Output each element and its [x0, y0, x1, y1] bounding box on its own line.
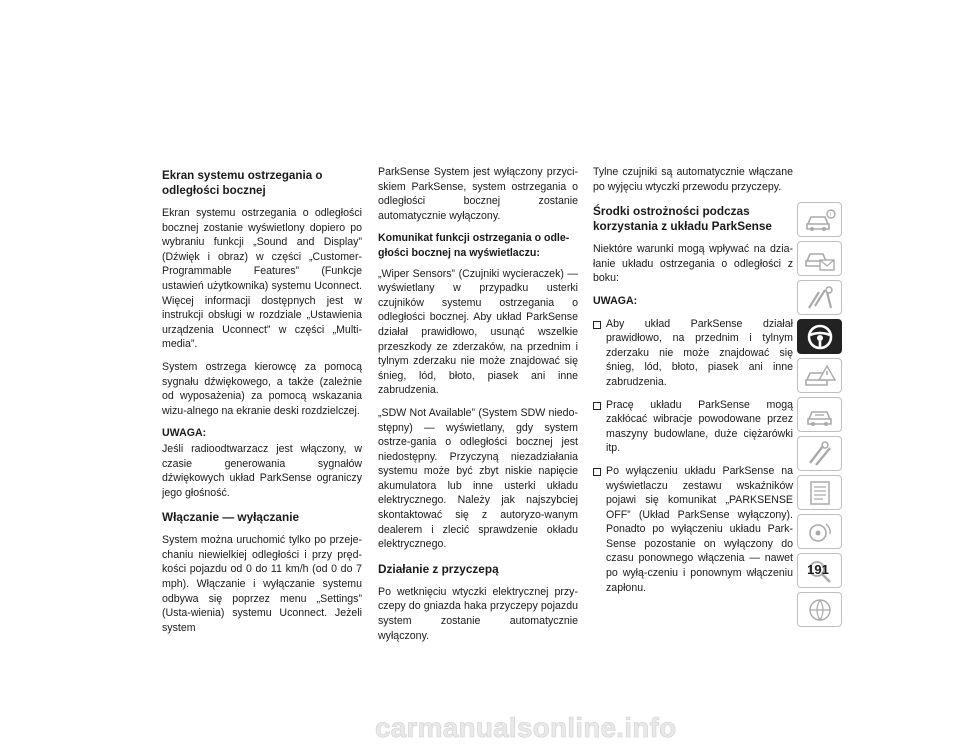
bullet-item	[593, 398, 793, 456]
note-label: UWAGA:	[162, 427, 207, 440]
tab-specifications[interactable]	[797, 475, 842, 510]
bullet-text: Pracę układu ParkSense mogą zakłócać wibracje powodowane przez maszyny budowlane, duże ciężarówki itp.	[606, 398, 793, 455]
left-column	[162, 168, 362, 643]
bullet-item	[593, 464, 793, 595]
tab-car-crash[interactable]	[797, 397, 842, 432]
bullet-square-icon	[593, 468, 601, 476]
language-index-icon	[803, 596, 837, 624]
tab-car-warning[interactable]	[797, 358, 842, 393]
paragraph: „Wiper Sensors” (Czujniki wycieraczek) — wyświetlany w przypadku usterki czujników systemu ostrzegania o odległości bocznej. Aby układ ParkSense działał prawidłowo, usunąć wszelkie przeszkody ze zderzaków, na przednim i tylnym zderzaku nie może znajdować się śnieg, lód, błoto, piasek ani inne zabrudzenia.	[378, 267, 578, 397]
right-column	[593, 165, 793, 603]
car-mail-icon	[803, 245, 837, 273]
paragraph: „SDW Not Available” (System SDW niedo-stępny) — wyświetlany, gdy system ostrze-gania o odległości bocznej jest niedostępny. Przyczyną niezadziałania systemu może być zbyt niskie napięcie akumulatora lub inne usterki układu elektrycznego. Należy jak najszybciej skontaktować się z autoryzo-wanym dealerem i zlecić sprawdzenie okładu elektrycznego.	[378, 406, 578, 551]
paragraph: System ostrzega kierowcę za pomocą sygnału dźwiękowego, a także (zależnie od wyposażenia) za pomocą wskazania wizu-alnego na ekranie deski rozdzielczej.	[162, 360, 362, 417]
steering-wheel-icon	[803, 323, 837, 351]
paragraph: Ekran systemu ostrzegania o odległości bocznej zostanie wyświetlony dopiero po wybraniu funkcji „Sound and Display” (Dźwięk i obraz) w części „Customer-Programmable Features” (Funkcje ustawień użytkownika) systemu Uconnect. Więcej informacji dostępnych jest w instrukcji obsługi w rozdziale „Ustawienia urządzenia Uconnect” w części „Multi-media”.	[162, 207, 362, 351]
multimedia-icon	[803, 518, 837, 546]
bullet-text: Aby układ ParkSense działał prawidłowo, na przednim i tylnym zderzaku nie może znajdować się śnieg, lód, błoto, piasek ani inne zabrudzenia.	[606, 317, 793, 388]
paragraph: ParkSense System jest wyłączony przyci-skiem ParkSense, system ostrzegania o odległości bocznej zostanie automatycznie wyłączony.	[378, 166, 578, 222]
watermark-text: carmanualsonline.info	[375, 712, 677, 743]
car-warning-icon	[803, 362, 837, 390]
section-heading: Środki ostrożności podczas korzystania z układu ParkSense	[593, 204, 772, 234]
checklist-icon	[803, 479, 837, 507]
bullet-square-icon	[593, 321, 601, 329]
paragraph: System można uruchomić tylko po przeje-chaniu niewielkiej odległości i przy pręd-kości pojazdu od 0 do 11 km/h (od 0 do 7 mph). Włączanie i wyłączanie systemu odbywa się poprzez menu „Settings” (Usta-wienia) systemu Uconnect. Jeżeli system	[162, 534, 362, 634]
section-heading: Włączanie — wyłączanie	[162, 510, 300, 525]
paragraph: Niektóre warunki mogą wpływać na dzia-łanie układu ostrzegania o odległości z boku:	[593, 243, 793, 285]
tools-key-icon	[803, 284, 837, 312]
tab-car-info[interactable]	[797, 202, 842, 237]
tab-tools-key[interactable]	[797, 280, 842, 315]
watermark	[0, 709, 960, 742]
tab-steering-wheel[interactable]	[797, 319, 842, 354]
middle-column	[378, 165, 578, 651]
sub-heading: Komunikat funkcji ostrzegania o odle-głości bocznej na wyświetlaczu:	[378, 232, 570, 259]
bullet-item	[593, 317, 793, 390]
bullet-text: Po wyłączeniu układu ParkSense na wyświetlaczu zestawu wskaźników pojawi się komunikat „PARKSENSE OFF” (Układ ParkSense wyłączony). Ponadto po wyłączeniu układu Park-Sense pozostanie on wyłączony do czasu ponownego włączenia — nawet po wyłą-czeniu i ponownym włączeniu zapłonu.	[606, 464, 793, 594]
note-label: UWAGA:	[593, 294, 638, 307]
paragraph: Po wetknięciu wtyczki elektrycznej przy-czepy do gniazda haka przyczepy pojazdu system zostanie automatycznie wyłączony.	[378, 585, 578, 642]
page-number: 191	[807, 562, 829, 577]
bullet-square-icon	[593, 402, 601, 410]
tab-maintenance[interactable]	[797, 436, 842, 471]
car-info-icon	[803, 206, 837, 234]
car-crash-icon	[803, 401, 837, 429]
tab-car-mail[interactable]	[797, 241, 842, 276]
tab-languages[interactable]	[797, 592, 842, 627]
wrench-screwdriver-icon	[803, 440, 837, 468]
section-heading: Ekran systemu ostrzegania o odległości bocznej	[162, 169, 323, 197]
section-heading: Działanie z przyczepą	[378, 561, 499, 576]
tab-multimedia[interactable]	[797, 514, 842, 549]
paragraph: Tylne czujniki są automatycznie włączane po wyjęciu wtyczki przewodu przyczepy.	[593, 166, 793, 193]
note-text: Jeśli radioodtwarzacz jest włączony, w czasie generowania sygnałów dźwiękowych układ ParkSense ograniczy jego głośność.	[162, 442, 362, 499]
svg-text:i: i	[829, 212, 831, 218]
